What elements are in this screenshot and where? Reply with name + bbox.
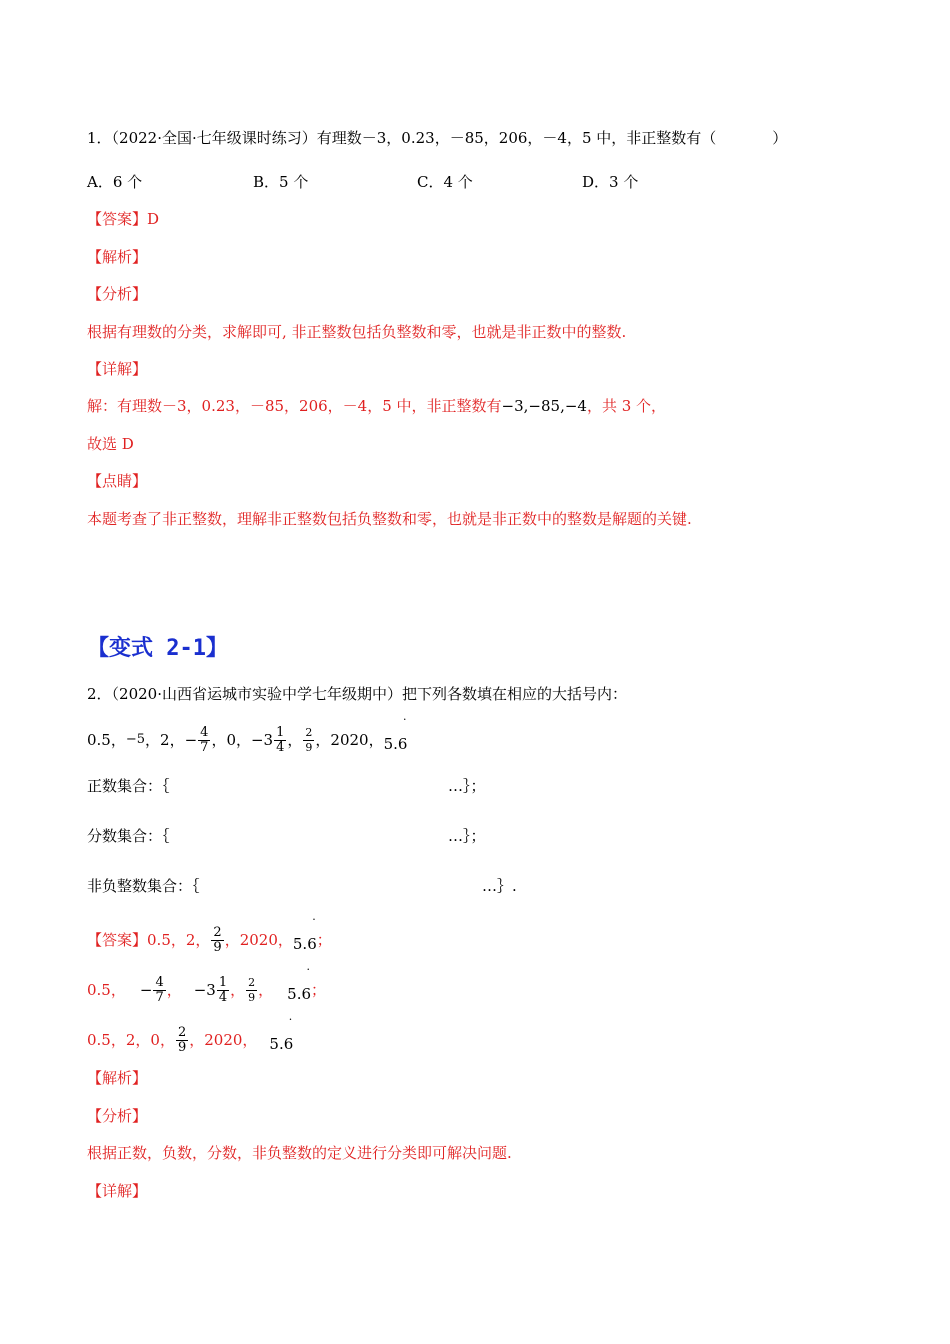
q1-detail-text: [87, 396, 666, 416]
q2-ans2-d: ，: [258, 981, 274, 999]
q2-ans2-c: ，: [230, 981, 246, 999]
q2-set3-end: …｝.: [482, 877, 517, 895]
q2-ans2-repeating-dot: ·: [306, 963, 311, 976]
q2-set-nonneg-int: [87, 876, 547, 896]
q2-frac1: [198, 726, 210, 755]
q2-set3-label: 非负整数集合：｛: [87, 877, 200, 895]
q2-ans2-a: 0.5，: [87, 981, 126, 999]
q2-set1-label: 正数集合：｛: [87, 777, 170, 795]
q2-ans3-frac-den: 9: [177, 1039, 187, 1055]
q2-ans1-repeating-base: 5.6: [292, 935, 317, 953]
q2-ans3-frac-num: 2: [177, 1024, 187, 1040]
q2-answer-label: 【答案】: [87, 931, 148, 949]
q2-set-fraction: [87, 826, 507, 846]
q2-frac2-num: 2: [305, 725, 313, 739]
q2-frac2: [303, 726, 314, 755]
q2-answer-line-2: [87, 963, 327, 1014]
q2-set-positive: [87, 776, 507, 796]
q1-option-c: C．4 个: [417, 173, 473, 191]
q2-ans2-frac-num: 4: [155, 974, 164, 990]
q1-analysis-label: 【解析】: [87, 248, 148, 266]
q2-ans1-frac: [211, 926, 223, 955]
q1-option-b: B．5 个: [253, 173, 309, 191]
q2-ans1-frac-den: 9: [213, 939, 222, 955]
q1-stem-text: 1．（2022·全国·七年级课时练习）有理数－3，0.23，－85，206，－4，5 中，非正整数有（: [87, 129, 717, 147]
q2-list-e: ，: [287, 731, 303, 749]
q2-answer-line-1: [87, 913, 332, 964]
q1-options: [87, 172, 847, 192]
q2-ans1-b: ，2020，: [224, 931, 293, 949]
q2-ans2-repeating: [287, 963, 312, 1014]
q2-ans2-mixed-frac: [217, 976, 229, 1005]
q1-dianjing-label: 【点睛】: [87, 472, 148, 490]
q2-mixed-whole: −3: [250, 731, 274, 749]
q2-number-list: [87, 713, 408, 764]
q2-ans2-repeating-base: 5.6: [287, 985, 312, 1003]
q2-ans3-repeating-base: 5.6: [269, 1035, 294, 1053]
q2-ans2-frac2: [246, 976, 257, 1005]
q1-option-d: D．3 个: [582, 173, 639, 191]
q2-mixed-num: 1: [276, 724, 285, 740]
q2-ans3-repeating-dot: ·: [288, 1013, 293, 1026]
q2-repeating-decimal: [383, 713, 408, 764]
q2-ans3-frac: [176, 1026, 188, 1055]
q2-ans2-frac2-den: 9: [248, 990, 256, 1004]
q2-mixed-den: 4: [276, 739, 285, 755]
q2-fenxi-text: 根据正数，负数，分数，非负整数的定义进行分类即可解决问题.: [87, 1144, 512, 1162]
q2-list-f: ，2020，: [315, 731, 384, 749]
q2-frac1-num: 4: [200, 724, 209, 740]
q2-list-a: 0.5，: [87, 731, 126, 749]
q2-frac1-sign: −: [184, 731, 198, 749]
q2-repeating-dot: ·: [402, 713, 407, 726]
q2-ans2-end: ；: [311, 981, 327, 999]
q2-ans3-repeating: [269, 1013, 294, 1064]
q2-set2-end: …｝；: [448, 827, 486, 845]
q2-ans2-frac: [153, 976, 165, 1005]
q2-detail-label: 【详解】: [87, 1182, 148, 1200]
q2-list-c: ，2，: [145, 731, 185, 749]
q2-analysis-label: 【解析】: [87, 1069, 148, 1087]
q1-choose: 故选 D: [87, 435, 134, 453]
q2-ans2-b: ，: [166, 981, 182, 999]
q2-frac1-den: 7: [200, 739, 209, 755]
q1-stem-close: ）: [772, 129, 788, 147]
q2-answer-line-3: [87, 1013, 294, 1064]
q1-fenxi-text: 根据有理数的分类，求解即可, 非正整数包括负整数和零，也就是非正数中的整数.: [87, 323, 627, 341]
q1-answer-label: 【答案】: [87, 210, 148, 228]
q2-ans1-frac-num: 2: [213, 924, 222, 940]
q2-ans1-a: 0.5，2，: [147, 931, 211, 949]
q2-frac2-den: 9: [305, 740, 313, 754]
q2-ans1-repeating: [292, 913, 317, 964]
q1-option-a: A．6 个: [87, 173, 143, 191]
variant-header: 【变式 2-1】: [87, 636, 228, 661]
q2-ans2-frac2-num: 2: [248, 975, 256, 989]
q2-stem: 2．（2020·山西省运城市实验中学七年级期中）把下列各数填在相应的大括号内：: [87, 685, 627, 703]
q2-ans1-repeating-dot: ·: [312, 913, 316, 926]
q2-ans2-frac-sign: −: [139, 981, 153, 999]
q1-detail-text-b: ，共 3 个，: [586, 397, 667, 415]
q2-ans1-end: ；: [316, 931, 332, 949]
q2-set1-end: …｝；: [448, 777, 486, 795]
q1-stem: [87, 128, 787, 148]
q1-answer: [87, 209, 159, 229]
q2-repeating-base: 5.6: [383, 735, 408, 753]
q2-ans2-mixed-num: 1: [218, 974, 228, 990]
q2-set2-label: 分数集合：｛: [87, 827, 170, 845]
q1-fenxi-label: 【分析】: [87, 285, 148, 303]
q2-ans2-mixed-den: 4: [218, 989, 228, 1005]
q1-detail-text-a: 解：有理数－3，0.23，－85，206，－4，5 中，非正整数有: [87, 397, 502, 415]
q1-answer-value: D: [147, 210, 160, 228]
q2-mixed-frac: [274, 726, 286, 755]
q1-detail-math: −3,−85,−4: [501, 397, 587, 415]
q2-ans2-mixed-whole: −3: [193, 981, 216, 999]
q1-detail-label: 【详解】: [87, 360, 148, 378]
q2-ans2-frac-den: 7: [155, 989, 164, 1005]
q2-ans3-a: 0.5，2，0，: [87, 1031, 175, 1049]
q2-ans3-b: ，2020，: [189, 1031, 258, 1049]
q2-list-b: −5: [125, 732, 146, 747]
q2-fenxi-label: 【分析】: [87, 1107, 148, 1125]
q1-dianjing-text: 本题考查了非正整数，理解非正整数包括负整数和零，也就是非正数中的整数是解题的关键.: [87, 510, 692, 528]
q2-list-d: ，0，: [211, 731, 251, 749]
